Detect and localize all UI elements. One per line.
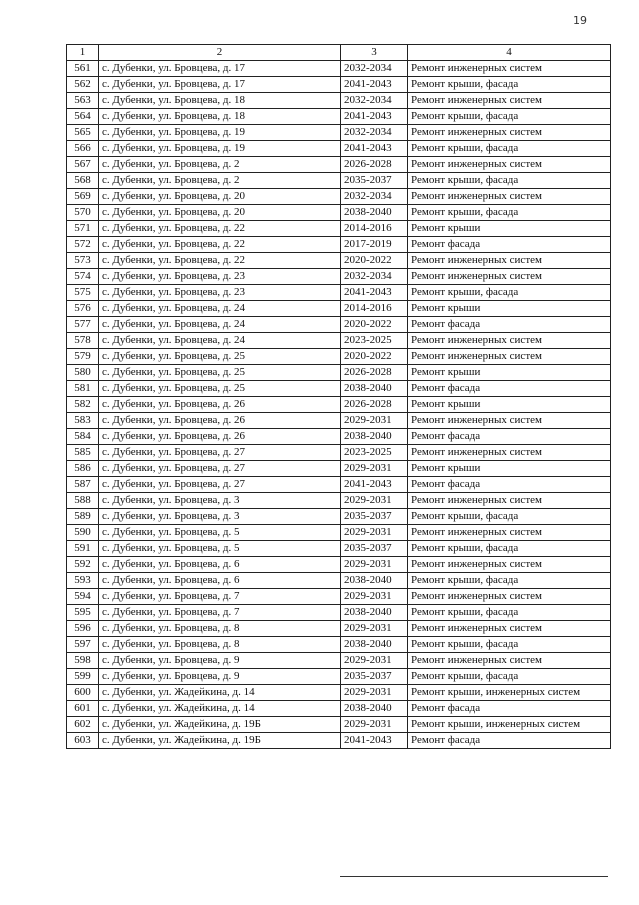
table-row [67,573,611,589]
cell-work-type: Ремонт инженерных систем [408,333,611,349]
cell-row-number: 597 [67,637,99,653]
cell-period: 2020-2022 [341,349,408,365]
cell-period: 2029-2031 [341,685,408,701]
cell-work-type: Ремонт фасада [408,429,611,445]
cell-address: с. Дубенки, ул. Бровцева, д. 2 [99,157,341,173]
table-row [67,93,611,109]
cell-period: 2032-2034 [341,189,408,205]
cell-row-number: 568 [67,173,99,189]
cell-row-number: 577 [67,317,99,333]
table-row [67,125,611,141]
cell-address: с. Дубенки, ул. Жадейкина, д. 14 [99,685,341,701]
cell-work-type: Ремонт инженерных систем [408,189,611,205]
cell-work-type: Ремонт инженерных систем [408,93,611,109]
cell-address: с. Дубенки, ул. Бровцева, д. 25 [99,349,341,365]
cell-period: 2029-2031 [341,717,408,733]
table-row [67,733,611,749]
cell-row-number: 565 [67,125,99,141]
cell-period: 2038-2040 [341,381,408,397]
cell-address: с. Дубенки, ул. Бровцева, д. 6 [99,557,341,573]
cell-address: с. Дубенки, ул. Бровцева, д. 7 [99,605,341,621]
cell-period: 2023-2025 [341,445,408,461]
table-row [67,77,611,93]
cell-address: с. Дубенки, ул. Жадейкина, д. 19Б [99,733,341,749]
table-row [67,269,611,285]
cell-work-type: Ремонт крыши, фасада [408,205,611,221]
cell-address: с. Дубенки, ул. Бровцева, д. 25 [99,381,341,397]
cell-work-type: Ремонт крыши, фасада [408,141,611,157]
table-row [67,157,611,173]
cell-period: 2041-2043 [341,285,408,301]
cell-address: с. Дубенки, ул. Бровцева, д. 17 [99,77,341,93]
cell-address: с. Дубенки, ул. Бровцева, д. 22 [99,237,341,253]
cell-address: с. Дубенки, ул. Бровцева, д. 6 [99,573,341,589]
cell-row-number: 584 [67,429,99,445]
table-row [67,557,611,573]
table-row [67,429,611,445]
column-header-work-type: 4 [408,45,611,61]
cell-period: 2041-2043 [341,733,408,749]
cell-work-type: Ремонт фасада [408,701,611,717]
cell-period: 2029-2031 [341,557,408,573]
cell-period: 2020-2022 [341,317,408,333]
cell-address: с. Дубенки, ул. Бровцева, д. 3 [99,509,341,525]
cell-work-type: Ремонт инженерных систем [408,269,611,285]
cell-period: 2032-2034 [341,125,408,141]
cell-row-number: 601 [67,701,99,717]
cell-address: с. Дубенки, ул. Бровцева, д. 22 [99,253,341,269]
table-row [67,365,611,381]
cell-row-number: 570 [67,205,99,221]
cell-row-number: 602 [67,717,99,733]
cell-period: 2026-2028 [341,397,408,413]
cell-row-number: 585 [67,445,99,461]
table-row [67,109,611,125]
column-header-address: 2 [99,45,341,61]
cell-work-type: Ремонт фасада [408,317,611,333]
cell-work-type: Ремонт инженерных систем [408,621,611,637]
column-header-number: 1 [67,45,99,61]
cell-work-type: Ремонт крыши [408,397,611,413]
cell-period: 2032-2034 [341,269,408,285]
cell-work-type: Ремонт крыши, фасада [408,109,611,125]
cell-period: 2038-2040 [341,605,408,621]
table-row [67,701,611,717]
cell-period: 2041-2043 [341,477,408,493]
cell-period: 2038-2040 [341,637,408,653]
cell-work-type: Ремонт фасада [408,381,611,397]
cell-work-type: Ремонт крыши, фасада [408,605,611,621]
cell-address: с. Дубенки, ул. Бровцева, д. 8 [99,637,341,653]
table-row [67,653,611,669]
cell-row-number: 582 [67,397,99,413]
cell-work-type: Ремонт фасада [408,477,611,493]
table-row [67,637,611,653]
table-row [67,253,611,269]
cell-work-type: Ремонт крыши [408,221,611,237]
cell-period: 2035-2037 [341,173,408,189]
table-row [67,413,611,429]
cell-address: с. Дубенки, ул. Бровцева, д. 24 [99,317,341,333]
cell-row-number: 603 [67,733,99,749]
cell-row-number: 581 [67,381,99,397]
cell-row-number: 594 [67,589,99,605]
cell-work-type: Ремонт инженерных систем [408,445,611,461]
cell-row-number: 599 [67,669,99,685]
cell-period: 2026-2028 [341,365,408,381]
table-row [67,285,611,301]
cell-row-number: 600 [67,685,99,701]
registry-table [66,44,611,749]
cell-row-number: 569 [67,189,99,205]
table-row [67,493,611,509]
table-row [67,717,611,733]
cell-row-number: 595 [67,605,99,621]
table-row [67,621,611,637]
cell-row-number: 591 [67,541,99,557]
cell-period: 2023-2025 [341,333,408,349]
cell-address: с. Дубенки, ул. Бровцева, д. 19 [99,141,341,157]
table-row [67,525,611,541]
cell-address: с. Дубенки, ул. Бровцева, д. 26 [99,429,341,445]
cell-work-type: Ремонт инженерных систем [408,557,611,573]
cell-address: с. Дубенки, ул. Бровцева, д. 5 [99,525,341,541]
cell-row-number: 587 [67,477,99,493]
cell-row-number: 578 [67,333,99,349]
cell-period: 2038-2040 [341,205,408,221]
cell-row-number: 571 [67,221,99,237]
cell-address: с. Дубенки, ул. Бровцева, д. 24 [99,301,341,317]
cell-address: с. Дубенки, ул. Бровцева, д. 27 [99,477,341,493]
cell-work-type: Ремонт крыши, инженерных систем [408,685,611,701]
cell-work-type: Ремонт крыши, фасада [408,573,611,589]
cell-work-type: Ремонт фасада [408,733,611,749]
table-row [67,445,611,461]
table-header-row [67,45,611,61]
cell-period: 2020-2022 [341,253,408,269]
cell-address: с. Дубенки, ул. Бровцева, д. 22 [99,221,341,237]
cell-address: с. Дубенки, ул. Бровцева, д. 27 [99,461,341,477]
cell-address: с. Дубенки, ул. Бровцева, д. 24 [99,333,341,349]
cell-row-number: 588 [67,493,99,509]
cell-work-type: Ремонт инженерных систем [408,125,611,141]
table-row [67,189,611,205]
cell-address: с. Дубенки, ул. Бровцева, д. 5 [99,541,341,557]
table-row [67,541,611,557]
cell-period: 2035-2037 [341,669,408,685]
cell-row-number: 598 [67,653,99,669]
cell-period: 2032-2034 [341,61,408,77]
cell-address: с. Дубенки, ул. Бровцева, д. 20 [99,189,341,205]
table-row [67,397,611,413]
table-body [67,61,611,749]
column-header-period: 3 [341,45,408,61]
cell-period: 2029-2031 [341,653,408,669]
table-row [67,141,611,157]
cell-address: с. Дубенки, ул. Бровцева, д. 7 [99,589,341,605]
cell-period: 2038-2040 [341,701,408,717]
cell-work-type: Ремонт крыши, фасада [408,77,611,93]
cell-address: с. Дубенки, ул. Бровцева, д. 18 [99,109,341,125]
table-row [67,509,611,525]
table-row [67,173,611,189]
cell-row-number: 573 [67,253,99,269]
table-row [67,461,611,477]
cell-work-type: Ремонт крыши [408,461,611,477]
cell-row-number: 574 [67,269,99,285]
cell-work-type: Ремонт инженерных систем [408,653,611,669]
cell-work-type: Ремонт инженерных систем [408,493,611,509]
cell-period: 2038-2040 [341,573,408,589]
cell-work-type: Ремонт крыши, фасада [408,285,611,301]
cell-address: с. Дубенки, ул. Бровцева, д. 2 [99,173,341,189]
table-row [67,221,611,237]
cell-row-number: 592 [67,557,99,573]
cell-work-type: Ремонт крыши, инженерных систем [408,717,611,733]
cell-row-number: 589 [67,509,99,525]
cell-row-number: 576 [67,301,99,317]
cell-work-type: Ремонт фасада [408,237,611,253]
cell-row-number: 575 [67,285,99,301]
table-row [67,381,611,397]
cell-row-number: 567 [67,157,99,173]
cell-row-number: 564 [67,109,99,125]
cell-work-type: Ремонт инженерных систем [408,253,611,269]
cell-period: 2041-2043 [341,109,408,125]
cell-period: 2029-2031 [341,493,408,509]
table-row [67,61,611,77]
page-number: 19 [573,14,587,27]
cell-address: с. Дубенки, ул. Бровцева, д. 20 [99,205,341,221]
cell-address: с. Дубенки, ул. Бровцева, д. 23 [99,285,341,301]
cell-period: 2026-2028 [341,157,408,173]
cell-period: 2029-2031 [341,589,408,605]
cell-work-type: Ремонт инженерных систем [408,349,611,365]
cell-period: 2014-2016 [341,221,408,237]
cell-work-type: Ремонт инженерных систем [408,413,611,429]
cell-address: с. Дубенки, ул. Бровцева, д. 17 [99,61,341,77]
cell-row-number: 580 [67,365,99,381]
cell-period: 2029-2031 [341,413,408,429]
table-row [67,333,611,349]
cell-row-number: 596 [67,621,99,637]
cell-row-number: 562 [67,77,99,93]
cell-address: с. Дубенки, ул. Жадейкина, д. 14 [99,701,341,717]
table-row [67,349,611,365]
table-row [67,589,611,605]
cell-work-type: Ремонт инженерных систем [408,157,611,173]
cell-address: с. Дубенки, ул. Бровцева, д. 9 [99,669,341,685]
table-row [67,685,611,701]
cell-work-type: Ремонт инженерных систем [408,525,611,541]
table-row [67,669,611,685]
cell-work-type: Ремонт крыши, фасада [408,509,611,525]
cell-period: 2029-2031 [341,461,408,477]
cell-work-type: Ремонт крыши [408,301,611,317]
cell-address: с. Дубенки, ул. Бровцева, д. 23 [99,269,341,285]
cell-row-number: 579 [67,349,99,365]
cell-row-number: 590 [67,525,99,541]
cell-period: 2041-2043 [341,141,408,157]
cell-work-type: Ремонт крыши, фасада [408,637,611,653]
cell-period: 2017-2019 [341,237,408,253]
cell-period: 2014-2016 [341,301,408,317]
cell-address: с. Дубенки, ул. Бровцева, д. 26 [99,413,341,429]
cell-address: с. Дубенки, ул. Бровцева, д. 19 [99,125,341,141]
cell-work-type: Ремонт инженерных систем [408,61,611,77]
cell-row-number: 566 [67,141,99,157]
cell-period: 2035-2037 [341,541,408,557]
cell-work-type: Ремонт крыши [408,365,611,381]
table-row [67,317,611,333]
table-row [67,205,611,221]
cell-row-number: 583 [67,413,99,429]
table-row [67,237,611,253]
cell-period: 2029-2031 [341,621,408,637]
cell-period: 2035-2037 [341,509,408,525]
cell-row-number: 561 [67,61,99,77]
cell-address: с. Дубенки, ул. Бровцева, д. 25 [99,365,341,381]
cell-address: с. Дубенки, ул. Бровцева, д. 18 [99,93,341,109]
cell-address: с. Дубенки, ул. Жадейкина, д. 19Б [99,717,341,733]
cell-row-number: 572 [67,237,99,253]
cell-period: 2032-2034 [341,93,408,109]
cell-address: с. Дубенки, ул. Бровцева, д. 8 [99,621,341,637]
cell-address: с. Дубенки, ул. Бровцева, д. 27 [99,445,341,461]
cell-period: 2041-2043 [341,77,408,93]
cell-work-type: Ремонт крыши, фасада [408,173,611,189]
bottom-rule [340,876,608,877]
table-row [67,477,611,493]
cell-address: с. Дубенки, ул. Бровцева, д. 9 [99,653,341,669]
cell-address: с. Дубенки, ул. Бровцева, д. 26 [99,397,341,413]
cell-row-number: 593 [67,573,99,589]
cell-work-type: Ремонт крыши, фасада [408,541,611,557]
cell-row-number: 586 [67,461,99,477]
cell-row-number: 563 [67,93,99,109]
cell-period: 2038-2040 [341,429,408,445]
cell-period: 2029-2031 [341,525,408,541]
cell-work-type: Ремонт инженерных систем [408,589,611,605]
cell-address: с. Дубенки, ул. Бровцева, д. 3 [99,493,341,509]
cell-work-type: Ремонт крыши, фасада [408,669,611,685]
table-row [67,301,611,317]
table-row [67,605,611,621]
